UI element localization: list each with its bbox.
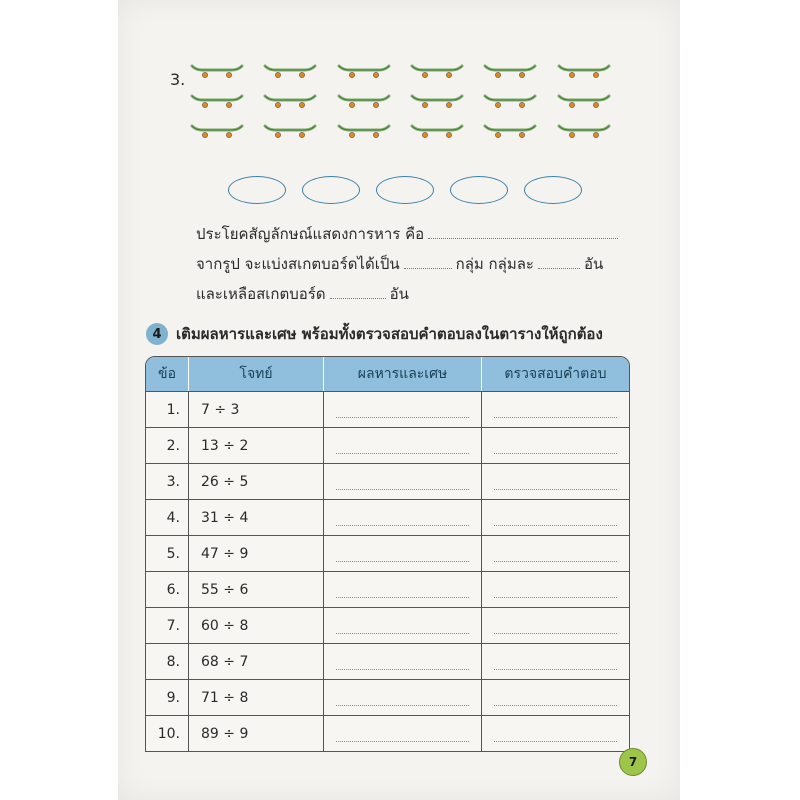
skateboard-icon — [337, 62, 391, 80]
quotient-remainder-cell[interactable] — [324, 679, 482, 715]
check-answer-cell[interactable] — [482, 571, 629, 607]
quotient-remainder-cell[interactable] — [324, 427, 482, 463]
check-answer-cell[interactable] — [482, 679, 629, 715]
row-number: 7. — [146, 607, 189, 643]
question-3-number: 3. — [170, 70, 186, 89]
row-problem: 71 ÷ 8 — [189, 679, 324, 715]
row-problem: 13 ÷ 2 — [189, 427, 324, 463]
header-quotient-remainder: ผลหารและเศษ — [324, 357, 482, 391]
row-number: 10. — [146, 715, 189, 751]
q3-line-3-suffix: อัน — [389, 285, 409, 303]
table-row — [146, 643, 629, 679]
grouping-oval[interactable] — [228, 176, 286, 204]
q3-line-2 — [196, 252, 603, 276]
skateboard-grid — [190, 62, 630, 140]
grouping-oval[interactable] — [376, 176, 434, 204]
answer-table-header — [146, 357, 629, 391]
q3-line-3 — [196, 282, 409, 306]
row-number: 5. — [146, 535, 189, 571]
check-answer-cell[interactable] — [482, 535, 629, 571]
row-problem: 7 ÷ 3 — [189, 391, 324, 427]
q3-line-2-mid: กลุ่ม กลุ่มละ — [455, 255, 534, 273]
table-row — [146, 679, 629, 715]
skateboard-icon — [263, 62, 317, 80]
row-problem: 55 ÷ 6 — [189, 571, 324, 607]
table-row — [146, 463, 629, 499]
q3-line-2-prefix: จากรูป จะแบ่งสเกตบอร์ดได้เป็น — [196, 255, 400, 273]
check-answer-cell[interactable] — [482, 463, 629, 499]
q3-line-3-prefix: และเหลือสเกตบอร์ด — [196, 285, 326, 303]
check-answer-cell[interactable] — [482, 427, 629, 463]
page-number: 7 — [619, 748, 647, 776]
skateboard-icon — [410, 92, 464, 110]
quotient-remainder-cell[interactable] — [324, 391, 482, 427]
row-number: 9. — [146, 679, 189, 715]
skateboard-icon — [190, 92, 244, 110]
row-problem: 31 ÷ 4 — [189, 499, 324, 535]
skateboard-icon — [483, 122, 537, 140]
quotient-remainder-cell[interactable] — [324, 571, 482, 607]
skateboard-icon — [337, 92, 391, 110]
answer-blank-groups[interactable] — [404, 267, 452, 269]
quotient-remainder-cell[interactable] — [324, 463, 482, 499]
skateboard-icon — [263, 92, 317, 110]
answer-blank-per-group[interactable] — [538, 267, 580, 269]
row-problem: 60 ÷ 8 — [189, 607, 324, 643]
row-number: 3. — [146, 463, 189, 499]
q3-line-1 — [196, 222, 622, 246]
answer-blank-remainder[interactable] — [330, 297, 386, 299]
table-row — [146, 607, 629, 643]
check-answer-cell[interactable] — [482, 499, 629, 535]
row-problem: 47 ÷ 9 — [189, 535, 324, 571]
answer-table — [145, 356, 630, 752]
skateboard-icon — [483, 92, 537, 110]
row-number: 4. — [146, 499, 189, 535]
row-number: 6. — [146, 571, 189, 607]
skateboard-icon — [483, 62, 537, 80]
header-check-answer: ตรวจสอบคำตอบ — [482, 357, 629, 391]
row-number: 8. — [146, 643, 189, 679]
skateboard-icon — [557, 92, 611, 110]
header-no: ข้อ — [146, 357, 189, 391]
grouping-ovals — [228, 176, 582, 204]
grouping-oval[interactable] — [450, 176, 508, 204]
header-problem: โจทย์ — [189, 357, 324, 391]
check-answer-cell[interactable] — [482, 391, 629, 427]
table-row — [146, 391, 629, 427]
row-number: 2. — [146, 427, 189, 463]
quotient-remainder-cell[interactable] — [324, 715, 482, 751]
q3-line-1-label: ประโยคสัญลักษณ์แสดงการหาร คือ — [196, 225, 425, 243]
grouping-oval[interactable] — [524, 176, 582, 204]
quotient-remainder-cell[interactable] — [324, 607, 482, 643]
check-answer-cell[interactable] — [482, 643, 629, 679]
check-answer-cell[interactable] — [482, 607, 629, 643]
quotient-remainder-cell[interactable] — [324, 643, 482, 679]
row-problem: 89 ÷ 9 — [189, 715, 324, 751]
table-row — [146, 571, 629, 607]
question-4-badge: 4 — [146, 323, 168, 345]
skateboard-icon — [557, 122, 611, 140]
skateboard-icon — [337, 122, 391, 140]
question-4-header — [146, 322, 603, 346]
row-problem: 68 ÷ 7 — [189, 643, 324, 679]
skateboard-icon — [557, 62, 611, 80]
q3-line-2-suffix: อัน — [583, 255, 604, 273]
grouping-oval[interactable] — [302, 176, 360, 204]
table-row — [146, 427, 629, 463]
row-number: 1. — [146, 391, 189, 427]
skateboard-icon — [190, 62, 244, 80]
skateboard-icon — [190, 122, 244, 140]
row-problem: 26 ÷ 5 — [189, 463, 324, 499]
check-answer-cell[interactable] — [482, 715, 629, 751]
table-row — [146, 499, 629, 535]
table-row — [146, 535, 629, 571]
skateboard-icon — [410, 122, 464, 140]
quotient-remainder-cell[interactable] — [324, 535, 482, 571]
quotient-remainder-cell[interactable] — [324, 499, 482, 535]
skateboard-icon — [410, 62, 464, 80]
answer-blank-sentence[interactable] — [428, 237, 618, 239]
question-4-title: เติมผลหารและเศษ พร้อมทั้งตรวจสอบคำตอบลงในตารางให้ถูกต้อง — [176, 325, 603, 343]
table-row — [146, 715, 629, 751]
skateboard-icon — [263, 122, 317, 140]
